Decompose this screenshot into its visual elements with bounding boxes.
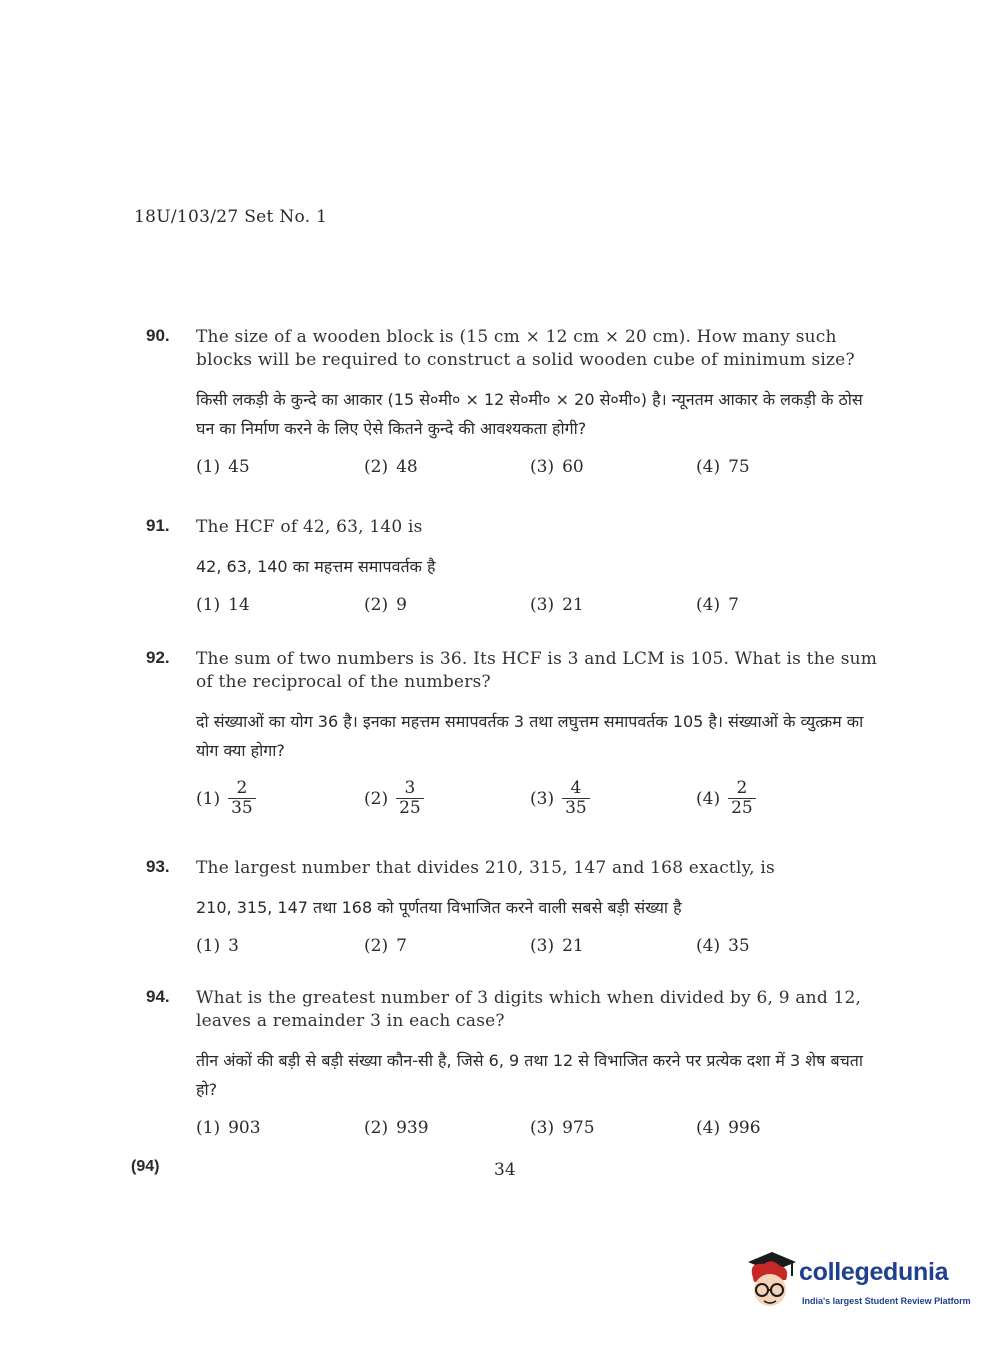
logo-wordmark: collegedunia (799, 1258, 949, 1286)
fraction: $\frac{4}{35}$ (562, 779, 590, 818)
option-4[interactable]: (4) 996 (696, 1118, 761, 1138)
question-text-hindi: 42, 63, 140 का महत्तम समापवर्तक है (196, 557, 436, 576)
question-text-hindi: दो संख्याओं का योग 36 है। इनका महत्तम समापवर्तक 3 तथा लघुत्तम समापवर्तक 105 है। संख्याओं के व्युत्क्रम का योग क्या होगा? (196, 712, 864, 760)
set-number: 18U/103/27 Set No. 1 (134, 207, 328, 227)
collegedunia-logo (742, 1248, 972, 1318)
question-91 (146, 516, 886, 619)
option-3[interactable]: (3) 21 (530, 595, 584, 615)
option-1[interactable]: (1) 3 (196, 936, 239, 956)
option-3[interactable]: (3) 975 (530, 1118, 595, 1138)
option-4[interactable]: (4) $\frac{2}{25}$ (696, 779, 756, 818)
option-3[interactable]: (3) 60 (530, 457, 584, 477)
question-text-english: The HCF of 42, 63, 140 is (196, 517, 423, 537)
options (196, 1118, 886, 1142)
fraction: $\frac{2}{25}$ (728, 779, 756, 818)
question-text-hindi: तीन अंकों की बड़ी से बड़ी संख्या कौन-सी है, जिसे 6, 9 तथा 12 से विभाजित करने पर प्रत्येक दशा में 3 शेष बचता हो? (196, 1051, 864, 1099)
footer-question-range: (94) (131, 1158, 160, 1175)
logo-tagline: India's largest Student Review Platform (802, 1296, 971, 1306)
option-1[interactable]: (1) 14 (196, 595, 250, 615)
question-94 (146, 987, 886, 1142)
option-2[interactable]: (2) 7 (364, 936, 407, 956)
question-text-english: The largest number that divides 210, 315, 147 and 168 exactly, is (196, 858, 775, 878)
page-number: 34 (494, 1160, 516, 1180)
question-number: 90. (146, 326, 170, 345)
option-3[interactable]: (3) 21 (530, 936, 584, 956)
options (196, 595, 886, 619)
question-text-english: What is the greatest number of 3 digits which when divided by 6, 9 and 12, leaves a remainder 3 in each case? (196, 988, 862, 1031)
option-2[interactable]: (2) 939 (364, 1118, 429, 1138)
question-number: 92. (146, 648, 170, 667)
question-90 (146, 326, 886, 481)
question-text-english: The size of a wooden block is (15 cm × 12 cm × 20 cm). How many such blocks will be required to construct a solid wooden cube of minimum size? (196, 327, 855, 370)
option-4[interactable]: (4) 7 (696, 595, 739, 615)
option-2[interactable]: (2) $\frac{3}{25}$ (364, 779, 424, 818)
question-number: 93. (146, 857, 170, 876)
fraction: $\frac{3}{25}$ (396, 779, 424, 818)
option-1[interactable]: (1) 45 (196, 457, 250, 477)
option-4[interactable]: (4) 75 (696, 457, 750, 477)
option-1[interactable]: (1) $\frac{2}{35}$ (196, 779, 256, 818)
options (196, 457, 886, 481)
fraction: $\frac{2}{35}$ (228, 779, 256, 818)
option-2[interactable]: (2) 9 (364, 595, 407, 615)
question-text-english: The sum of two numbers is 36. Its HCF is 3 and LCM is 105. What is the sum of the reciprocal of the numbers? (196, 649, 878, 692)
question-number: 94. (146, 987, 170, 1006)
option-4[interactable]: (4) 35 (696, 936, 750, 956)
mascot-icon (742, 1248, 798, 1314)
options (196, 779, 886, 823)
option-1[interactable]: (1) 903 (196, 1118, 261, 1138)
question-text-hindi: किसी लकड़ी के कुन्दे का आकार (15 से०मी० × 12 से०मी० × 20 से०मी०) है। न्यूनतम आकार के लकड़ी के ठोस घन का निर्माण करने के लिए ऐसे कितने कुन्दे की आवश्यकता होगी? (196, 390, 863, 438)
option-2[interactable]: (2) 48 (364, 457, 418, 477)
option-3[interactable]: (3) $\frac{4}{35}$ (530, 779, 590, 818)
options (196, 936, 886, 960)
question-92 (146, 648, 886, 823)
question-93 (146, 857, 886, 960)
question-number: 91. (146, 516, 170, 535)
question-text-hindi: 210, 315, 147 तथा 168 को पूर्णतया विभाजित करने वाली सबसे बड़ी संख्या है (196, 898, 682, 917)
